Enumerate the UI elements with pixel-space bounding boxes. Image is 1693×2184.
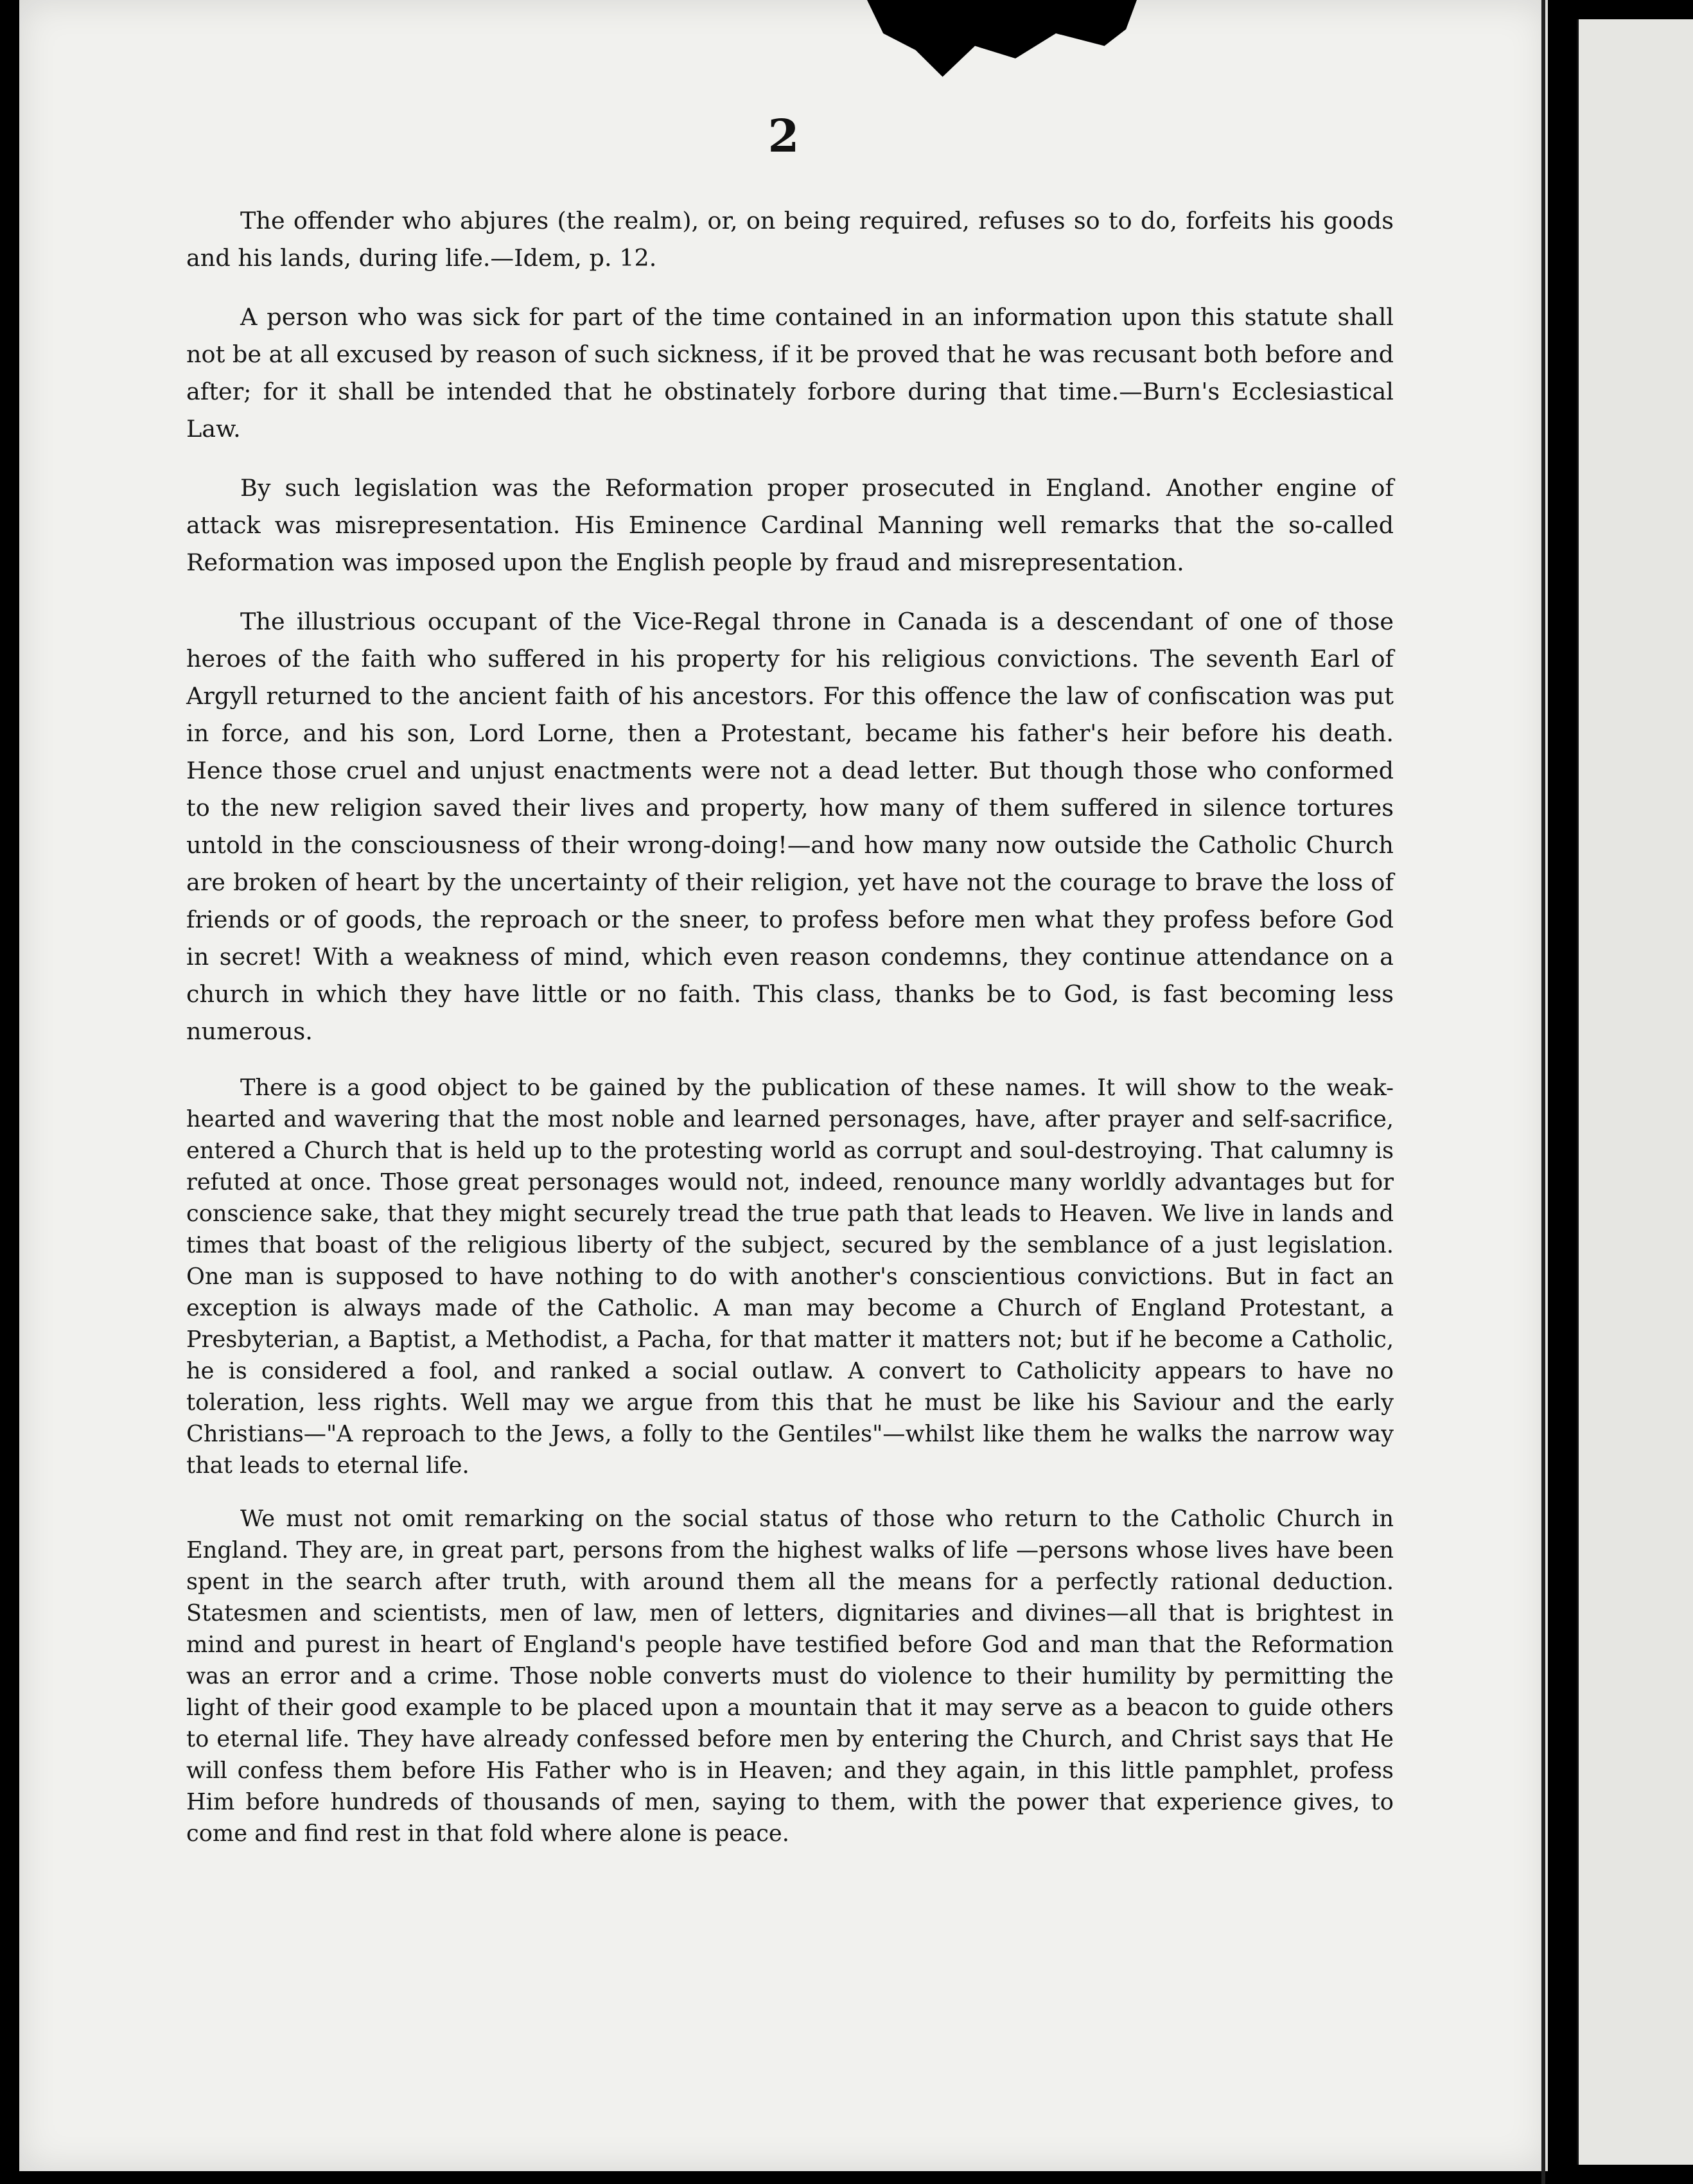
- body-text: [186, 202, 1394, 1871]
- paragraph-burns-law: A person who was sick for part of the time contained in an information upon this statute shall not be at all excused by reason of such sickness, if it be proved that he was recusant both before and after; for it shall be intended that he obstinately forbore during that time.—Burn's Ecclesiastical Law.: [186, 303, 1394, 443]
- document-page: [19, 0, 1548, 2171]
- page-number: 2: [768, 109, 800, 163]
- paragraph-vice-regal: The illustrious occupant of the Vice-Regal throne in Canada is a descendant of one of those heroes of the faith who suffered in his property for his religious convictions. The seventh Earl of Argyll returned to the ancient faith of his ancestors. For this offence the law of confiscation was put in force, and his son, Lord Lorne, then a Protestant, became his father's heir before his death. Hence those cruel and unjust enactments were not a dead letter. But though those who conformed to the new religion saved their lives and property, how many of them suffered in silence tortures untold in the consciousness of their wrong-doing!—and how many now outside the Catholic Church are broken of heart by the uncertainty of their religion, yet have not the courage to brave the loss of friends or of goods, the reproach or the sneer, to profess before men what they profess before God in secret! With a weakness of mind, which even reason condemns, they continue attendance on a church in which they have little or no faith. This class, thanks be to God, is fast becoming less numerous.: [186, 608, 1394, 1045]
- paragraph-statute-quote: The offender who abjures (the realm), or, on being required, refuses so to do, forfeits his goods and his lands, during life.—Idem, p. 12.: [186, 207, 1394, 272]
- page-fold-shadow: [1541, 0, 1545, 2184]
- torn-edge: [867, 0, 1137, 84]
- paragraph-publication: There is a good object to be gained by the publication of these names. It will show to the weak-hearted and wavering that the most noble and learned personages, have, after prayer and self-sacrifice, entered a Church that is held up to the protesting world as corrupt and soul-destroying. That calumny is refuted at once. Those great personages would not, indeed, renounce many worldly advantages but for conscience sake, that they might securely tread the true path that leads to Heaven. We live in lands and times that boast of the religious liberty of the subject, secured by the semblance of a just legislation. One man is supposed to have nothing to do with another's conscientious convictions. But in fact an exception is always made of the Catholic. A man may become a Church of England Protestant, a Presbyterian, a Baptist, a Methodist, a Pacha, for that matter it matters not; but if he become a Catholic, he is considered a fool, and ranked a social outlaw. A convert to Catholicity appears to have no toleration, less rights. Well may we argue from this that he must be like his Saviour and the early Christians—"A reproach to the Jews, a folly to the Gentiles"—whilst like them he walks the narrow way that leads to eternal life.: [186, 1075, 1394, 1479]
- adjacent-page-edge: [1577, 19, 1693, 2165]
- paragraph-legislation: By such legislation was the Reformation proper prosecuted in England. Another engine of attack was misrepresentation. His Eminence Cardinal Manning well remarks that the so-called Reformation was imposed upon the English people by fraud and misrepresentation.: [186, 474, 1394, 576]
- paragraph-social-status: We must not omit remarking on the social status of those who return to the Catholic Church in England. They are, in great part, persons from the highest walks of life —persons whose lives have been spent in the search after truth, with around them all the means for a perfectly rational deduction. Statesmen and scientists, men of law, men of letters, dignitaries and divines—all that is brightest in mind and purest in heart of England's people have testified before God and man that the Reformation was an error and a crime. Those noble converts must do violence to their humility by permitting the light of their good example to be placed upon a mountain that it may serve as a beacon to guide others to eternal life. They have already confessed before men by entering the Church, and Christ says that He will confess them before His Father who is in Heaven; and they again, in this little pamphlet, profess Him before hundreds of thousands of men, saying to them, with the power that experience gives, to come and find rest in that fold where alone is peace.: [186, 1506, 1394, 1847]
